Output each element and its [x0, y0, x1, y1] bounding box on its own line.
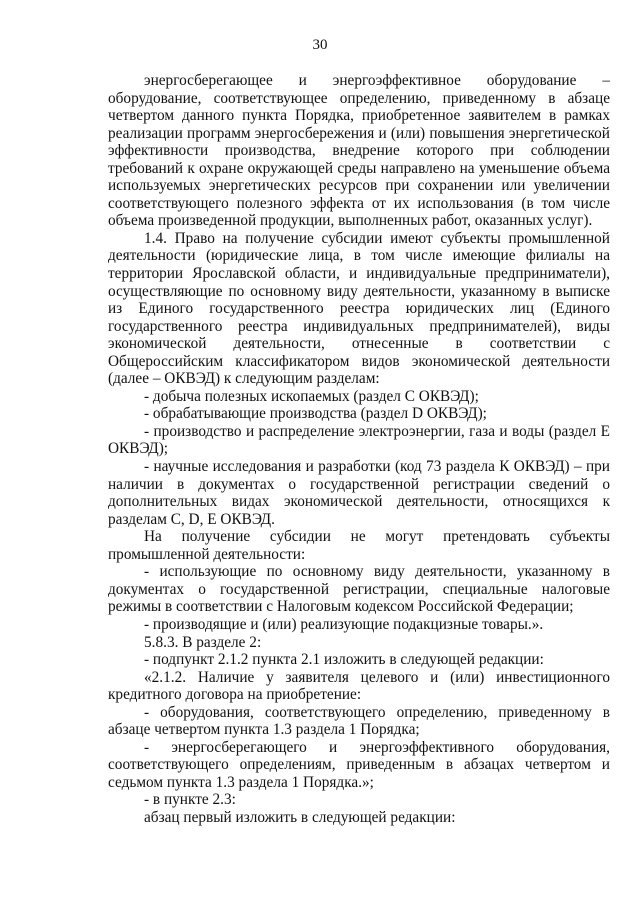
list-item: - использующие по основному виду деятельности, указанному в документах о государственной регистрации, специальные налоговые режимы в соответствии с Налоговым кодексом Российской Федерации; — [108, 563, 610, 616]
list-item: - оборудования, соответствующего определению, приведенному в абзаце четвертом пункта 1.3 раздела 1 Порядка; — [108, 703, 610, 739]
list-item: - в пункте 2.3: — [144, 791, 236, 809]
paragraph: 1.4. Право на получение субсидии имеют субъекты промышленной деятельности (юридические лица, в том числе имеющие филиалы на территории Ярославской области, и индивидуальные предприниматели), осуществляющие по основному виду деятельности, указанному в выписке из Единого государственного реестра юридических лиц (Единого государственного реестра индивидуальных предпринимателей), виды экономической деятельности, отнесенные в соответствии с Общероссийским классификатором видов экономической деятельности (далее – ОКВЭД) к следующим разделам: — [108, 229, 610, 388]
paragraph: «2.1.2. Наличие у заявителя целевого и (или) инвестиционного кредитного договора на приобретение: — [108, 668, 610, 704]
paragraph: абзац первый изложить в следующей редакции: — [144, 808, 456, 826]
paragraph: На получение субсидии не могут претендовать субъекты промышленной деятельности: — [108, 528, 610, 563]
list-item: - производство и распределение электроэнергии, газа и воды (раздел Е ОКВЭД); — [108, 422, 610, 458]
paragraph: 5.8.3. В разделе 2: — [144, 633, 262, 651]
list-item: - добыча полезных ископаемых (раздел С ОКВЭД); — [144, 387, 479, 405]
list-item: - обрабатывающие производства (раздел D ОКВЭД); — [144, 405, 487, 423]
list-item: - производящие и (или) реализующие подакцизные товары.». — [144, 615, 544, 633]
list-item: - научные исследования и разработки (код 73 раздела К ОКВЭД) – при наличии в документах о государственной регистрации сведений о дополнительных видах экономической деятельности, относящихся к разделам С, D, Е ОКВЭД. — [108, 458, 610, 528]
paragraph: энергосберегающее и энергоэффективное оборудование – оборудование, соответствующее определению, приведенному в абзаце четвертом данного пункта Порядка, приобретенное заявителем в рамках реализации программ энергосбережения и (или) повышения энергетической эффективности производства, внедрение которого при соблюдении требований к охране окружающей среды направлено на уменьшение объема используемых энергетических ресурсов при сохранении или увеличении соответствующего полезного эффекта от их использования (в том числе объема произведенной продукции, выполненных работ, оказанных услуг). — [108, 72, 610, 230]
list-item: - энергосберегающего и энергоэффективного оборудования, соответствующего определениям, приведенным в абзацах четвертом и седьмом пункта 1.3 раздела 1 Порядка.»; — [108, 738, 610, 791]
document-body — [108, 72, 610, 827]
list-item: - подпункт 2.1.2 пункта 2.1 изложить в следующей редакции: — [144, 651, 544, 669]
page-number: 30 — [312, 37, 328, 53]
